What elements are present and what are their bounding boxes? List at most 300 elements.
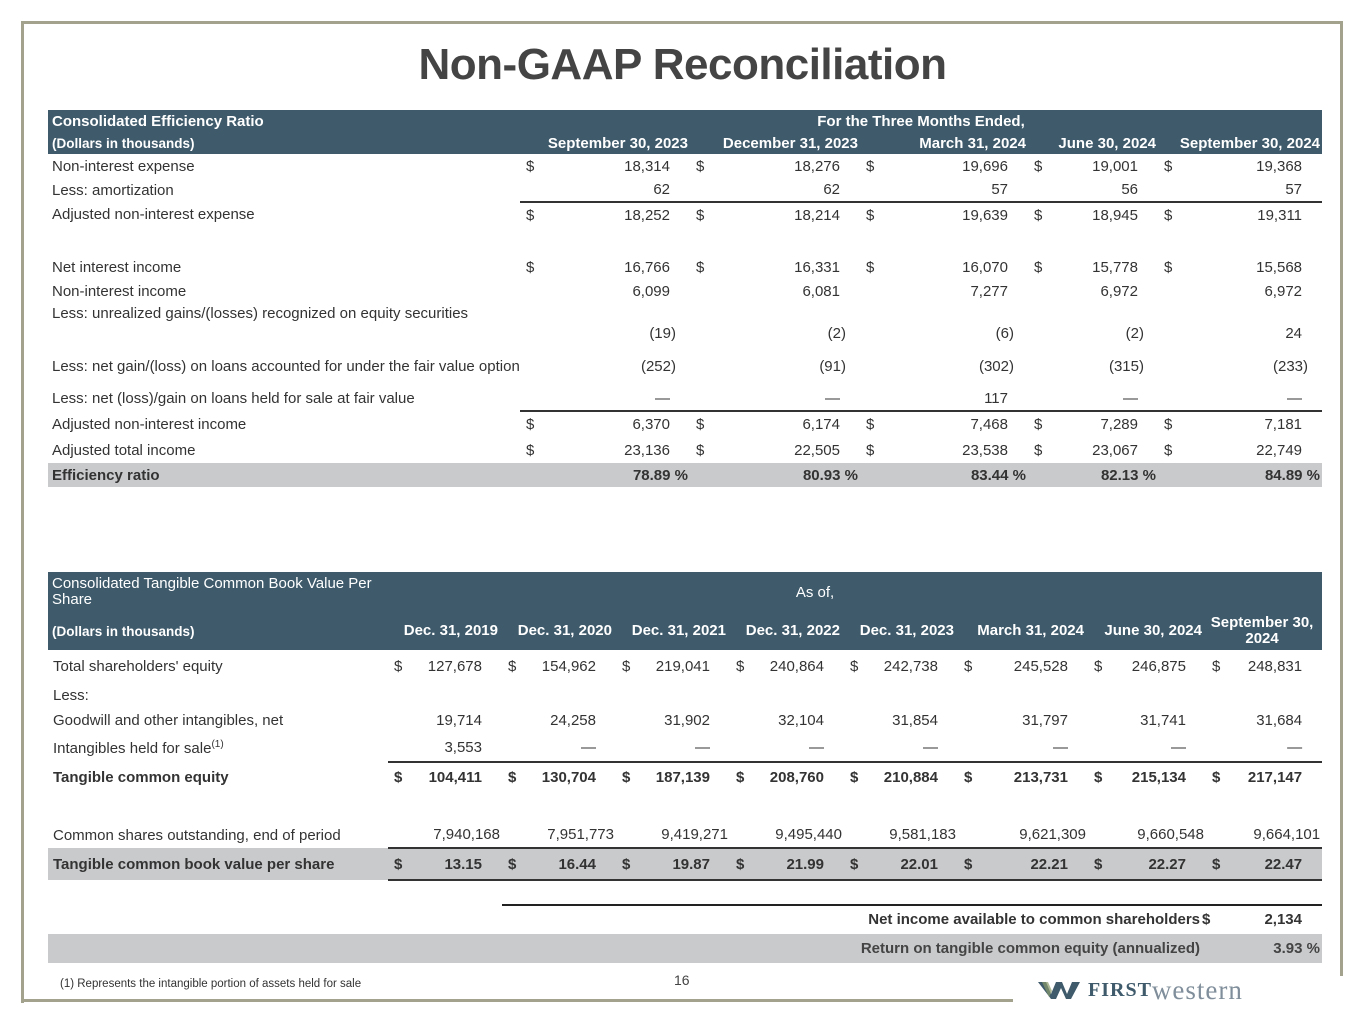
dollar-sign: $ [508,769,517,786]
cell-value: 187,139 [655,769,710,786]
cell-value: 18,252 [624,206,670,224]
cell-value: (2) [1125,325,1144,342]
cell-value: 18,945 [1092,206,1138,224]
cell-value: — [1052,386,1158,411]
row-label-text: Total shareholders' equity [53,657,223,675]
cell-value: 78.89 % [544,463,690,487]
dollar-sign: $ [850,657,859,675]
cell-value: 6,174 [802,416,840,433]
dollar-sign [502,733,522,762]
cell-value: — [714,386,860,411]
dollar-sign: $ [696,157,705,175]
cell-value: 22.27 [1108,848,1206,880]
dollar-sign: $ [1034,157,1043,175]
dollar-sign [1206,682,1226,708]
cell-value: 18,214 [794,206,840,224]
cell-value [636,682,730,708]
dollar-sign: $ [508,657,517,675]
header-row [48,612,1322,650]
cell-value: 19,639 [962,206,1008,224]
cell-value: (252) [640,357,676,375]
dollar-sign [1028,386,1052,411]
dollar-sign [1088,792,1108,848]
dollar-sign [730,792,750,848]
dollar-sign: $ [736,657,745,675]
units-label: (Dollars in thousands) [48,132,520,154]
dollar-sign: $ [964,657,973,675]
cell-value [750,682,844,708]
table-row [48,386,1322,411]
table-row [48,682,1322,708]
cell-value: 24,258 [550,712,596,729]
cell-value [408,682,502,708]
dollar-sign [1158,178,1182,202]
column-header: September 30, 2024 [1206,612,1322,650]
cell-value [1226,682,1322,708]
cell-value: 6,972 [1264,282,1303,300]
footnote-ref: (1) [211,738,224,750]
dollar-sign: $ [622,769,631,786]
cell-value: 130,704 [541,769,596,786]
column-header: September 30, 2023 [520,132,690,154]
cell-value: 22,749 [1256,441,1303,459]
cell-value: 83.44 % [884,463,1028,487]
cell-value: 210,884 [883,769,938,786]
cell-value: 6,081 [802,282,840,300]
table-row [48,178,1322,202]
cell-value: 219,041 [655,657,710,675]
dollar-sign [1206,708,1226,733]
dollar-sign: $ [1034,441,1043,459]
tangible-book-value-table [48,572,1322,881]
cell-value: 117 [884,386,1028,411]
cell-value: 9,581,183 [889,826,956,843]
dollar-sign: $ [844,848,864,880]
dollar-sign [520,178,544,202]
dollar-sign [520,463,544,487]
cell-value: 242,738 [883,657,938,675]
logo-western: western [1151,974,1243,1005]
dollar-sign [958,733,978,762]
dollar-sign: $ [1094,769,1103,786]
cell-value: 23,136 [624,441,670,459]
column-header: March 31, 2024 [958,612,1088,650]
dollar-sign [1158,386,1182,411]
cell-value: 31,741 [1140,712,1186,729]
cell-value: 9,664,101 [1253,826,1321,843]
dollar-sign [502,708,522,733]
dollar-sign [1158,279,1182,303]
cell-value: 57 [1182,178,1322,202]
dollar-sign [388,682,408,708]
cell-value: 16,766 [624,258,670,276]
cell-value: (302) [978,357,1014,375]
dollar-sign [1088,708,1108,733]
dollar-sign: $ [526,258,535,276]
dollar-sign: $ [526,416,535,433]
cell-value: 6,099 [632,282,670,300]
cell-value: 6,370 [632,416,670,433]
dollar-sign: $ [696,441,705,459]
dollar-sign [844,682,864,708]
dollar-sign [502,792,522,848]
dollar-sign [958,682,978,708]
page-title: Non-GAAP Reconciliation [418,40,947,89]
row-label [48,848,388,880]
dollar-sign: $ [526,157,535,175]
cell-value: 19,311 [1257,206,1303,224]
column-header: Dec. 31, 2022 [730,612,844,650]
cell-value: 31,902 [664,712,710,729]
cell-value: 16,331 [794,258,840,276]
dollar-sign [616,708,636,733]
dollar-sign [1028,279,1052,303]
efficiency-ratio-table [48,110,1322,487]
row-label-text: Common shares outstanding, end of period [53,827,341,844]
table-row [48,437,1322,463]
row-label [48,762,388,792]
dollar-sign [860,178,884,202]
dollar-sign [520,303,544,346]
dollar-sign: $ [958,848,978,880]
roe-row [48,934,1322,963]
table-row [48,255,1322,279]
cell-value: 245,528 [1013,657,1068,675]
cell-value: 7,940,168 [433,826,500,843]
dollar-sign [1088,733,1108,762]
net-income-label: Net income available to common shareholders [868,911,1200,928]
table-row [48,154,1322,178]
dollar-sign: $ [696,206,705,224]
dollar-sign: $ [394,769,403,786]
cell-value: 240,864 [769,657,824,675]
dollar-sign [690,279,714,303]
dollar-sign [690,346,714,386]
cell-value: — [544,386,690,411]
dollar-sign: $ [1206,848,1226,880]
dollar-sign [1158,346,1182,386]
frame-border [21,21,24,1003]
cell-value: 13.15 [408,848,502,880]
row-label: Net interest income [52,258,182,276]
dollar-sign [860,279,884,303]
row-label: Adjusted non-interest expense [52,206,255,223]
cell-value: 62 [544,178,690,202]
row-label: Efficiency ratio [48,463,520,487]
cell-value: 7,951,773 [547,826,614,843]
row-label [48,682,388,708]
row-label: Adjusted non-interest income [52,415,247,433]
dollar-sign: $ [696,416,705,433]
cell-value: 9,495,440 [775,826,842,843]
dollar-sign: $ [1034,206,1043,224]
cell-value: 7,468 [970,416,1008,433]
period-heading: For the Three Months Ended, [520,110,1322,132]
dollar-sign: $ [1094,657,1103,675]
cell-value: (315) [1108,357,1144,375]
units-label: (Dollars in thousands) [48,612,388,650]
cell-value: — [1182,386,1322,411]
dollar-sign [502,682,522,708]
cell-value: 18,276 [794,157,840,175]
net-income-dollar: $ [1202,911,1211,928]
dollar-sign [1028,346,1052,386]
dollar-sign: $ [730,848,750,880]
spacer-row [48,227,1322,255]
dollar-sign: $ [616,848,636,880]
dollar-sign [860,346,884,386]
table-row [48,762,1322,792]
dollar-sign: $ [502,848,522,880]
dollar-sign: $ [526,206,535,224]
cell-value: 21.99 [750,848,844,880]
row-label-text: Tangible common equity [53,768,229,786]
dollar-sign: $ [1164,441,1173,459]
header-row [48,110,1322,132]
cell-value: (6) [995,325,1014,342]
cell-value: 32,104 [778,712,824,729]
dollar-sign: $ [1164,416,1173,433]
cell-value: 6,972 [1100,282,1138,300]
dollar-sign [860,463,884,487]
cell-value [978,682,1088,708]
column-header: Dec. 31, 2019 [388,612,502,650]
dollar-sign [520,386,544,411]
cell-value: 127,678 [427,657,482,675]
cell-value: — [1108,733,1206,762]
frame-border [1340,21,1343,976]
cell-value: — [1226,733,1322,762]
dollar-sign: $ [1164,206,1173,224]
dollar-sign [690,178,714,202]
table-row [48,650,1322,682]
cell-value: 22.21 [978,848,1088,880]
dollar-sign [730,733,750,762]
page-number: 16 [674,972,690,988]
table-row [48,463,1322,487]
header-row [48,572,1322,612]
row-label [48,733,388,762]
cell-value: 9,419,271 [661,826,728,843]
net-income-row [48,907,1322,933]
frame-border [22,21,1343,24]
dollar-sign [1088,682,1108,708]
dollar-sign [616,733,636,762]
dollar-sign [520,346,544,386]
row-label: Less: unrealized gains/(losses) recognized on equity securities [52,305,469,322]
row-label [48,792,388,848]
dollar-sign [844,708,864,733]
dollar-sign [388,708,408,733]
cell-value: 19,696 [962,157,1008,175]
dollar-sign: $ [850,769,859,786]
dollar-sign [616,682,636,708]
dollar-sign: $ [388,848,408,880]
dollar-sign [520,279,544,303]
cell-value: 7,181 [1264,416,1303,433]
dollar-sign: $ [736,769,745,786]
dollar-sign: $ [1034,416,1043,433]
cell-value: 7,277 [970,282,1008,300]
dollar-sign [730,682,750,708]
cell-value: 3,553 [408,733,502,762]
dollar-sign [958,708,978,733]
row-label-text: Goodwill and other intangibles, net [53,712,284,729]
cell-value: — [522,733,616,762]
cell-value: 15,778 [1092,258,1138,276]
cell-value: 9,660,548 [1137,826,1204,843]
cell-value: 16.44 [522,848,616,880]
dollar-sign: $ [964,769,973,786]
dollar-sign [690,303,714,346]
logo-first: FIRST [1088,978,1152,1001]
dollar-sign: $ [1088,848,1108,880]
cell-value: 15,568 [1256,258,1303,276]
cell-value: (2) [827,325,846,342]
cell-value: 154,962 [541,657,596,675]
cell-value: 56 [1052,178,1158,202]
cell-value: 80.93 % [714,463,860,487]
company-logo [1038,974,1243,1005]
divider [502,904,1322,906]
cell-value: 104,411 [428,769,482,786]
cell-value: 18,314 [624,157,670,175]
dollar-sign: $ [696,258,705,276]
cell-value: 16,070 [962,258,1008,276]
cell-value: 82.13 % [1052,463,1158,487]
cell-value: — [978,733,1088,762]
row-label [48,650,388,682]
cell-value: 19,368 [1256,157,1303,175]
cell-value: 246,875 [1131,657,1186,675]
cell-value: 22,505 [794,441,840,459]
dollar-sign: $ [866,157,875,175]
cell-value: 7,289 [1100,416,1138,433]
table-row [48,792,1322,848]
cell-value: 9,621,309 [1019,826,1086,843]
dollar-sign: $ [394,657,403,675]
header-row [48,132,1322,154]
cell-value: — [636,733,730,762]
cell-value: 24 [1285,325,1303,342]
column-header: March 31, 2024 [860,132,1028,154]
table-row [48,411,1322,437]
dollar-sign [616,792,636,848]
table-heading: Consolidated Tangible Common Book Value Per Share [48,572,388,612]
cell-value: 31,684 [1256,712,1303,729]
dollar-sign [1206,792,1226,848]
column-header: Dec. 31, 2021 [616,612,730,650]
row-label [48,708,388,733]
dollar-sign: $ [866,416,875,433]
column-header: Dec. 31, 2020 [502,612,616,650]
dollar-sign [958,792,978,848]
cell-value: 19.87 [636,848,730,880]
row-label: Less: net gain/(loss) on loans accounted for under the fair value option [52,357,520,375]
row-label: Non-interest income [52,282,187,300]
table-heading: Consolidated Efficiency Ratio [48,110,520,132]
dollar-sign: $ [866,206,875,224]
dollar-sign: $ [622,657,631,675]
frame-border [21,999,1013,1002]
dollar-sign [690,386,714,411]
dollar-sign [844,733,864,762]
dollar-sign: $ [526,441,535,459]
table-row [48,733,1322,762]
roe-label: Return on tangible common equity (annualized) [860,940,1200,957]
column-header: December 31, 2023 [690,132,860,154]
row-label: Less: net (loss)/gain on loans held for sale at fair value [52,390,415,407]
dollar-sign [1158,303,1182,346]
dollar-sign [1028,178,1052,202]
table-row [48,346,1322,386]
dollar-sign [388,792,408,848]
table-row [48,279,1322,303]
net-income-value: 2,134 [1264,911,1302,928]
cell-value: 19,714 [436,712,482,729]
cell-value [864,682,958,708]
w-logo-icon [1038,980,1080,1000]
period-heading: As of, [388,572,1322,612]
dollar-sign: $ [1164,157,1173,175]
dollar-sign [1028,463,1052,487]
cell-value: 57 [884,178,1028,202]
column-header: June 30, 2024 [1088,612,1206,650]
table-row [48,848,1322,880]
cell-value: 19,001 [1092,157,1138,175]
cell-value: 248,831 [1247,657,1303,675]
row-label: Less: amortization [52,181,174,199]
dollar-sign [844,792,864,848]
cell-value: 31,797 [1022,712,1068,729]
column-header: September 30, 2024 [1158,132,1322,154]
row-label-text: Less: [53,686,89,704]
row-label: Adjusted total income [52,441,196,459]
column-header: Dec. 31, 2023 [844,612,958,650]
dollar-sign [388,733,408,762]
cell-value: 62 [714,178,860,202]
cell-value [522,682,616,708]
dollar-sign: $ [1212,657,1221,675]
table-row [48,708,1322,733]
dollar-sign: $ [1212,769,1221,786]
cell-value: 213,731 [1013,769,1068,786]
table-row [48,202,1322,227]
row-label: Non-interest expense [52,157,195,175]
cell-value: (19) [649,325,676,342]
column-header: June 30, 2024 [1028,132,1158,154]
dollar-sign [690,463,714,487]
cell-value: — [750,733,844,762]
dollar-sign [1158,463,1182,487]
dollar-sign: $ [1034,258,1043,276]
roe-value: 3.93 % [1273,940,1320,957]
cell-value: — [864,733,958,762]
dollar-sign [1206,733,1226,762]
cell-value: (91) [819,357,846,375]
dollar-sign [1028,303,1052,346]
cell-value: 217,147 [1247,769,1303,786]
dollar-sign: $ [866,258,875,276]
dollar-sign: $ [866,441,875,459]
cell-value: (233) [1272,357,1309,375]
table-row [48,303,1322,346]
dollar-sign [860,386,884,411]
cell-value: 215,134 [1131,769,1186,786]
row-label-text: Tangible common book value per share [53,855,335,873]
cell-value: 23,538 [962,441,1008,459]
cell-value: 22.47 [1226,848,1322,880]
